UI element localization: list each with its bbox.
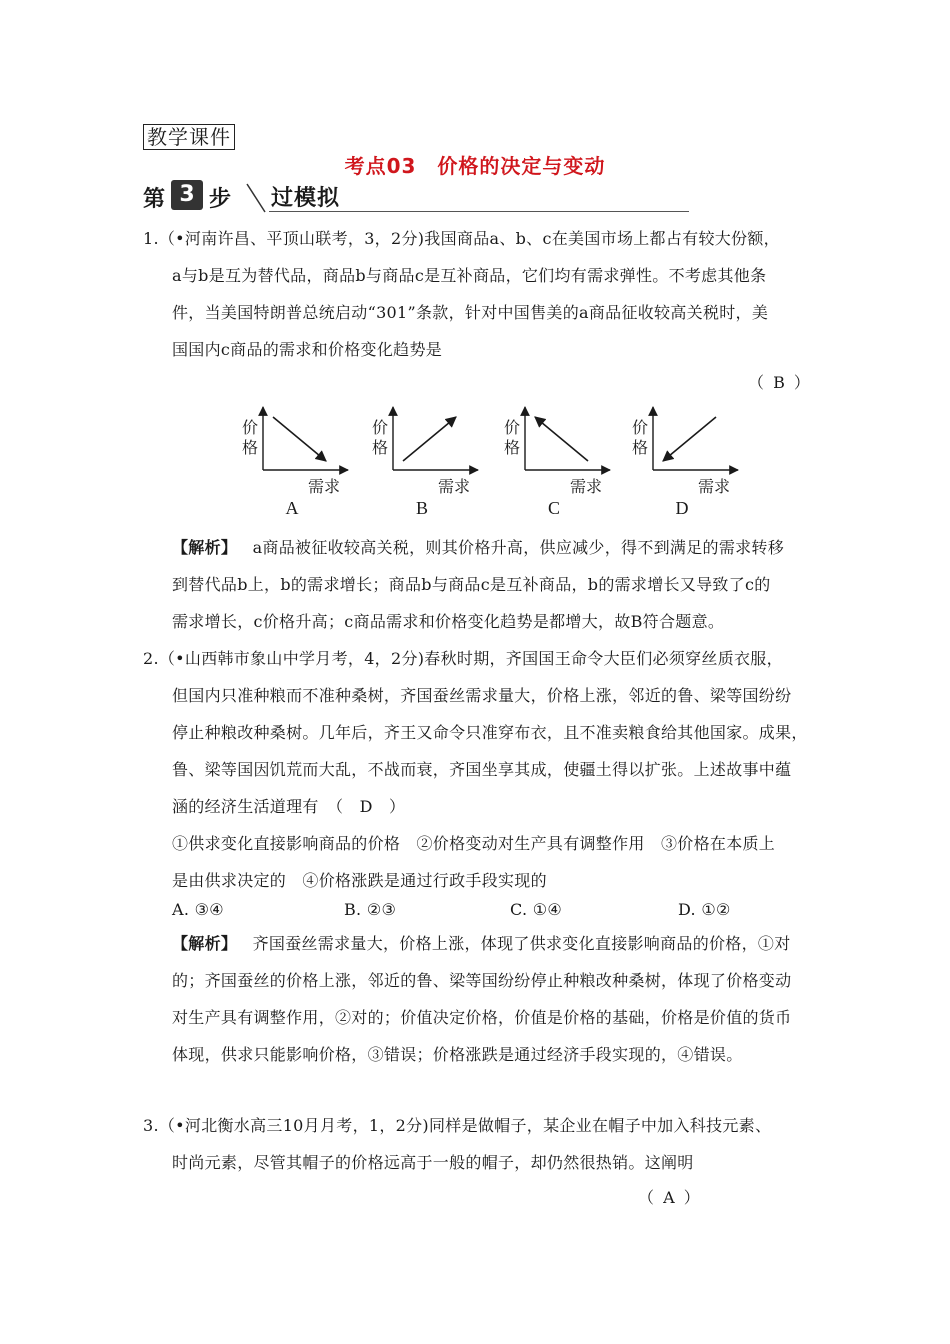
y-axis-label: 格 xyxy=(372,438,389,457)
trend-arrow-icon xyxy=(273,417,326,461)
trend-arrow-icon xyxy=(663,417,716,461)
question-1-answer: （ B ） xyxy=(748,373,812,392)
step-number-badge: 3 xyxy=(171,180,203,210)
x-axis-label: 需求 xyxy=(698,477,731,496)
y-axis-label: 价 xyxy=(242,418,259,437)
question-2-line: 停止种粮改种桑树。几年后，齐王又命令只准穿布衣，且不准卖粮食给其他国家。成果， xyxy=(172,723,808,742)
step-banner xyxy=(143,180,689,214)
analysis-2-line xyxy=(172,925,812,962)
question-3-line: 时尚元素，尽管其帽子的价格远高于一般的帽子，却仍然很热销。这阐明 xyxy=(172,1153,694,1172)
question-2-line: 涵的经济生活道理有 （ D ） xyxy=(172,797,406,816)
y-axis-label: 价 xyxy=(632,418,649,437)
slash-divider-icon xyxy=(243,182,273,214)
x-axis-label: 需求 xyxy=(570,477,603,496)
analysis-text: a商品被征收较高关税，则其价格升高，供应减少，得不到满足的需求转移 xyxy=(252,538,785,557)
graph-b xyxy=(372,407,478,518)
graph-a xyxy=(242,407,348,518)
analysis-1 xyxy=(172,529,812,640)
graph-c xyxy=(504,407,610,518)
question-2-options xyxy=(172,891,792,928)
question-3 xyxy=(143,1107,823,1181)
analysis-2-line: 体现，供求只能影响价格，③错误；价格涨跌是通过经济手段实现的，④错误。 xyxy=(172,1045,743,1064)
analysis-label: 【解析】 xyxy=(172,934,238,953)
question-1-line: a与b是互为替代品，商品b与商品c是互补商品，它们均有需求弹性。不考虑其他条 xyxy=(172,266,767,285)
option-a: A. ③④ xyxy=(172,900,224,919)
question-2-statement: ①供求变化直接影响商品的价格 ②价格变动对生产具有调整作用 ③价格在本质上 xyxy=(172,834,776,853)
graph-letter: D xyxy=(675,498,689,518)
y-axis-label: 格 xyxy=(242,438,259,457)
question-1-line: 件，当美国特朗普总统启动“301”条款，针对中国售美的a商品征收较高关税时，美 xyxy=(172,303,769,322)
analysis-2 xyxy=(172,925,812,1073)
lesson-tag: 教学课件 xyxy=(143,124,235,150)
step-underline xyxy=(269,211,689,212)
x-axis-label: 需求 xyxy=(308,477,341,496)
graph-letter: A xyxy=(285,498,299,518)
option-b: B. ②③ xyxy=(344,900,397,919)
analysis-1-line xyxy=(172,529,812,566)
x-axis-label: 需求 xyxy=(438,477,471,496)
analysis-1-line: 到替代品b上，b的需求增长；商品b与商品c是互补商品，b的需求增长又导致了c的 xyxy=(172,575,771,594)
step-label: 过模拟 xyxy=(271,186,341,211)
option-c: C. ①④ xyxy=(510,900,563,919)
question-2-line: 鲁、梁等国因饥荒而大乱，不战而衰，齐国坐享其成，使疆土得以扩张。上述故事中蕴 xyxy=(172,760,792,779)
y-axis-label: 格 xyxy=(504,438,521,457)
analysis-1-line: 需求增长，c价格升高；c商品需求和价格变化趋势是都增大，故B符合题意。 xyxy=(172,612,725,631)
analysis-2-line: 的；齐国蚕丝的价格上涨，邻近的鲁、梁等国纷纷停止种粮改种桑树，体现了价格变动 xyxy=(172,971,792,990)
demand-price-graphs xyxy=(230,395,750,525)
page-title: 考点03 价格的决定与变动 xyxy=(344,154,606,178)
question-1 xyxy=(143,220,823,368)
graph-letter: B xyxy=(415,498,429,518)
question-3-answer: （ A ） xyxy=(638,1188,702,1207)
question-2-statement: 是由供求决定的 ④价格涨跌是通过行政手段实现的 xyxy=(172,871,547,890)
graph-letter: C xyxy=(547,498,561,518)
trend-arrow-icon xyxy=(403,417,456,461)
question-1-line: 国国内c商品的需求和价格变化趋势是 xyxy=(172,340,443,359)
trend-arrow-icon xyxy=(535,417,588,461)
analysis-label: 【解析】 xyxy=(172,538,238,557)
question-3-line: 3.（•河北衡水高三10月月考，1，2分)同样是做帽子，某企业在帽子中加入科技元素、 xyxy=(143,1116,772,1135)
y-axis-label: 格 xyxy=(632,438,649,457)
option-d: D. ①② xyxy=(678,900,731,919)
y-axis-label: 价 xyxy=(372,418,389,437)
y-axis-label: 价 xyxy=(504,418,521,437)
step-suffix: 步 xyxy=(209,187,232,212)
question-2-line: 但国内只准种粮而不准种桑树，齐国蚕丝需求量大，价格上涨，邻近的鲁、梁等国纷纷 xyxy=(172,686,792,705)
analysis-text: 齐国蚕丝需求量大，价格上涨，体现了供求变化直接影响商品的价格，①对 xyxy=(252,934,791,953)
analysis-2-line: 对生产具有调整作用，②对的；价值决定价格，价值是价格的基础，价格是价值的货币 xyxy=(172,1008,792,1027)
step-prefix: 第 xyxy=(143,187,166,212)
question-1-line: 1.（•河南许昌、平顶山联考，3，2分)我国商品a、b、c在美国市场上都占有较大份额， xyxy=(143,229,780,248)
graph-d xyxy=(632,407,738,518)
question-2 xyxy=(143,640,823,899)
question-2-line: 2.（•山西韩市象山中学月考，4，2分)春秋时期，齐国国王命令大臣们必须穿丝质衣服， xyxy=(143,649,783,668)
